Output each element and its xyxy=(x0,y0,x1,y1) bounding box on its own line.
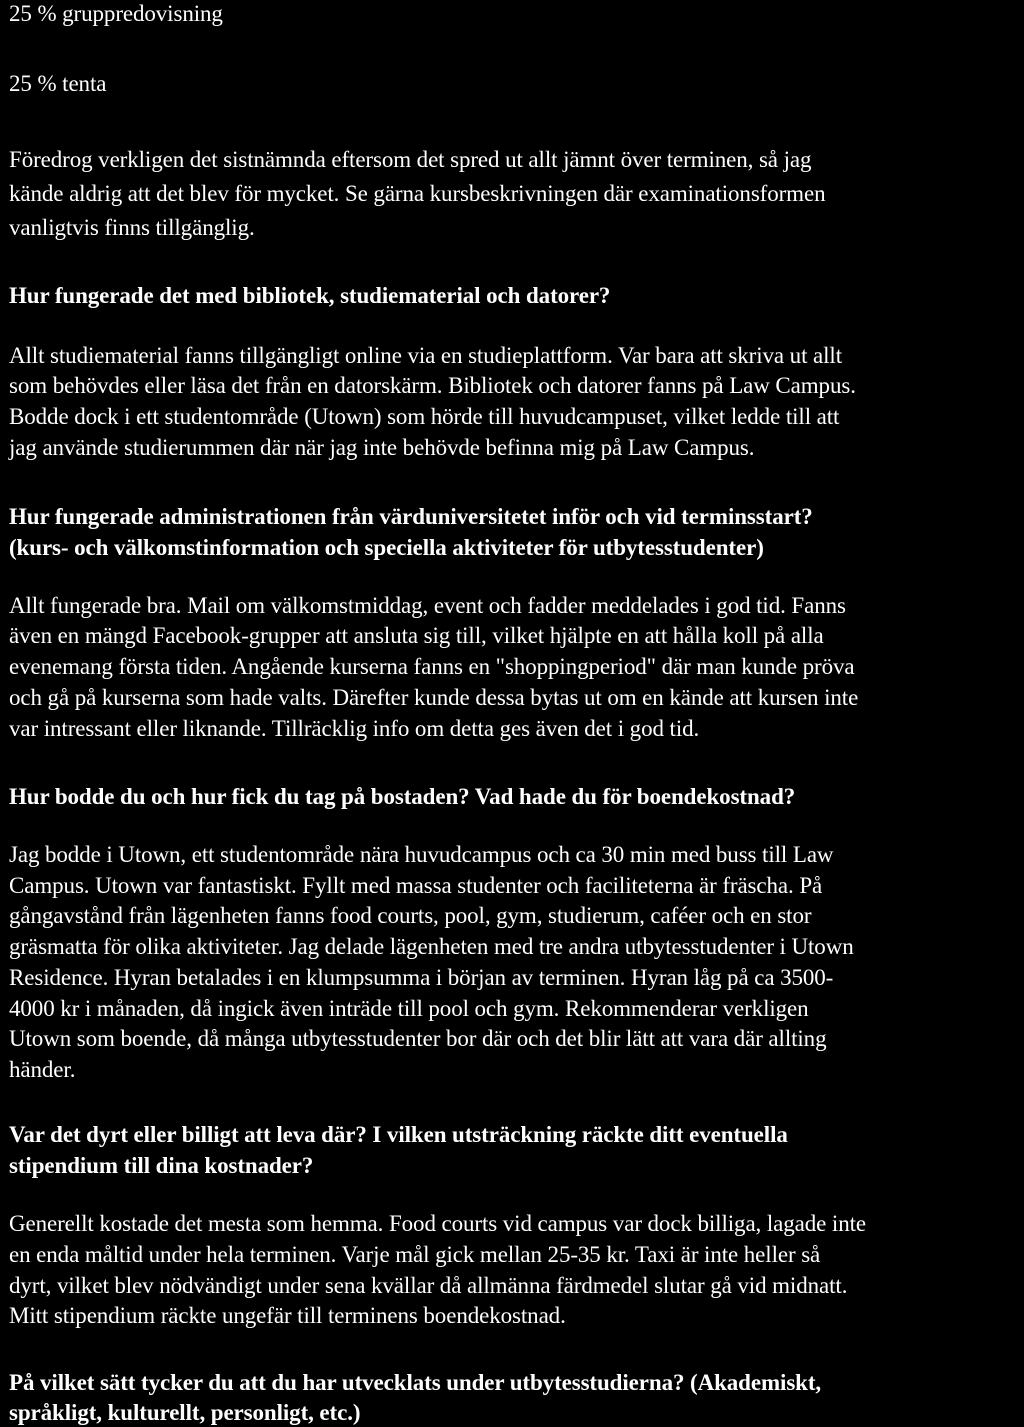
paragraph-line: evenemang första tiden. Angående kurserna fanns en "shoppingperiod" där man kunde pröva xyxy=(9,654,855,679)
paragraph-line: som behövdes eller läsa det från en datorskärm. Bibliotek och datorer fanns på Law Campus. xyxy=(9,373,856,398)
paragraph-line: Utown som boende, då många utbytesstudenter bor där och det blir lätt att vara där allting xyxy=(9,1026,827,1051)
paragraph-line: 4000 kr i månaden, då ingick även inträde till pool och gym. Rekommenderar verkligen xyxy=(9,996,809,1021)
paragraph-line: var intressant eller liknande. Tillräcklig info om detta ges även det i god tid. xyxy=(9,716,700,741)
question-heading: Hur bodde du och hur fick du tag på bostaden? Vad hade du för boendekostnad? xyxy=(9,784,796,809)
paragraph-line: jag använde studierummen där när jag inte behövde befinna mig på Law Campus. xyxy=(9,435,755,460)
paragraph-line: händer. xyxy=(9,1057,76,1082)
paragraph-line: dyrt, vilket blev nödvändigt under sena kvällar då allmänna färdmedel slutar gå vid midnatt. xyxy=(9,1273,848,1298)
question-heading: Var det dyrt eller billigt att leva där? I vilken utsträckning räckte ditt eventuella xyxy=(9,1122,788,1147)
paragraph-line: Campus. Utown var fantastiskt. Fyllt med massa studenter och faciliteterna är fräscha. På xyxy=(9,873,823,898)
grading-item-exam: 25 % tenta xyxy=(9,71,107,96)
question-heading: Hur fungerade administrationen från värduniversitetet inför och vid terminsstart? xyxy=(9,504,813,529)
paragraph-line: Residence. Hyran betalades i en klumpsumma i början av terminen. Hyran låg på ca 3500- xyxy=(9,965,834,990)
paragraph-line: vanligtvis finns tillgänglig. xyxy=(9,215,255,240)
paragraph-line: Allt studiematerial fanns tillgängligt online via en studieplattform. Var bara att skriva ut allt xyxy=(9,343,843,368)
paragraph-line: Jag bodde i Utown, ett studentområde nära huvudcampus och ca 30 min med buss till Law xyxy=(9,842,834,867)
question-heading: På vilket sätt tycker du att du har utvecklats under utbytesstudierna? (Akademiskt, xyxy=(9,1370,822,1395)
paragraph-line: kände aldrig att det blev för mycket. Se gärna kursbeskrivningen där examinationsformen xyxy=(9,181,826,206)
paragraph-line: Allt fungerade bra. Mail om välkomstmiddag, event och fadder meddelades i god tid. Fanns xyxy=(9,593,846,618)
paragraph-line: Generellt kostade det mesta som hemma. Food courts vid campus var dock billiga, lagade inte xyxy=(9,1211,867,1236)
question-heading: Hur fungerade det med bibliotek, studiematerial och datorer? xyxy=(9,283,611,308)
question-heading: stipendium till dina kostnader? xyxy=(9,1153,314,1178)
paragraph-line: Föredrog verkligen det sistnämnda eftersom det spred ut allt jämnt över terminen, så jag xyxy=(9,147,812,172)
grading-item-group-presentation: 25 % gruppredovisning xyxy=(9,1,223,26)
question-heading: språkligt, kulturellt, personligt, etc.) xyxy=(9,1400,361,1425)
paragraph-line: och gå på kurserna som hade valts. Därefter kunde dessa bytas ut om en kände att kursen inte xyxy=(9,685,859,710)
paragraph-line: en enda måltid under hela terminen. Varje mål gick mellan 25-35 kr. Taxi är inte heller så xyxy=(9,1242,821,1267)
paragraph-line: gångavstånd från lägenheten fanns food courts, pool, gym, studierum, caféer och en stor xyxy=(9,903,812,928)
paragraph-line: Mitt stipendium räckte ungefär till terminens boendekostnad. xyxy=(9,1303,566,1328)
paragraph-line: Bodde dock i ett studentområde (Utown) som hörde till huvudcampuset, vilket ledde till att xyxy=(9,404,840,429)
question-heading: (kurs- och välkomstinformation och speciella aktiviteter för utbytesstudenter) xyxy=(9,535,764,560)
paragraph-line: gräsmatta för olika aktiviteter. Jag delade lägenheten med tre andra utbytesstudenter i Utown xyxy=(9,934,854,959)
paragraph-line: även en mängd Facebook-grupper att ansluta sig till, vilket hjälpte en att hålla koll på alla xyxy=(9,623,824,648)
